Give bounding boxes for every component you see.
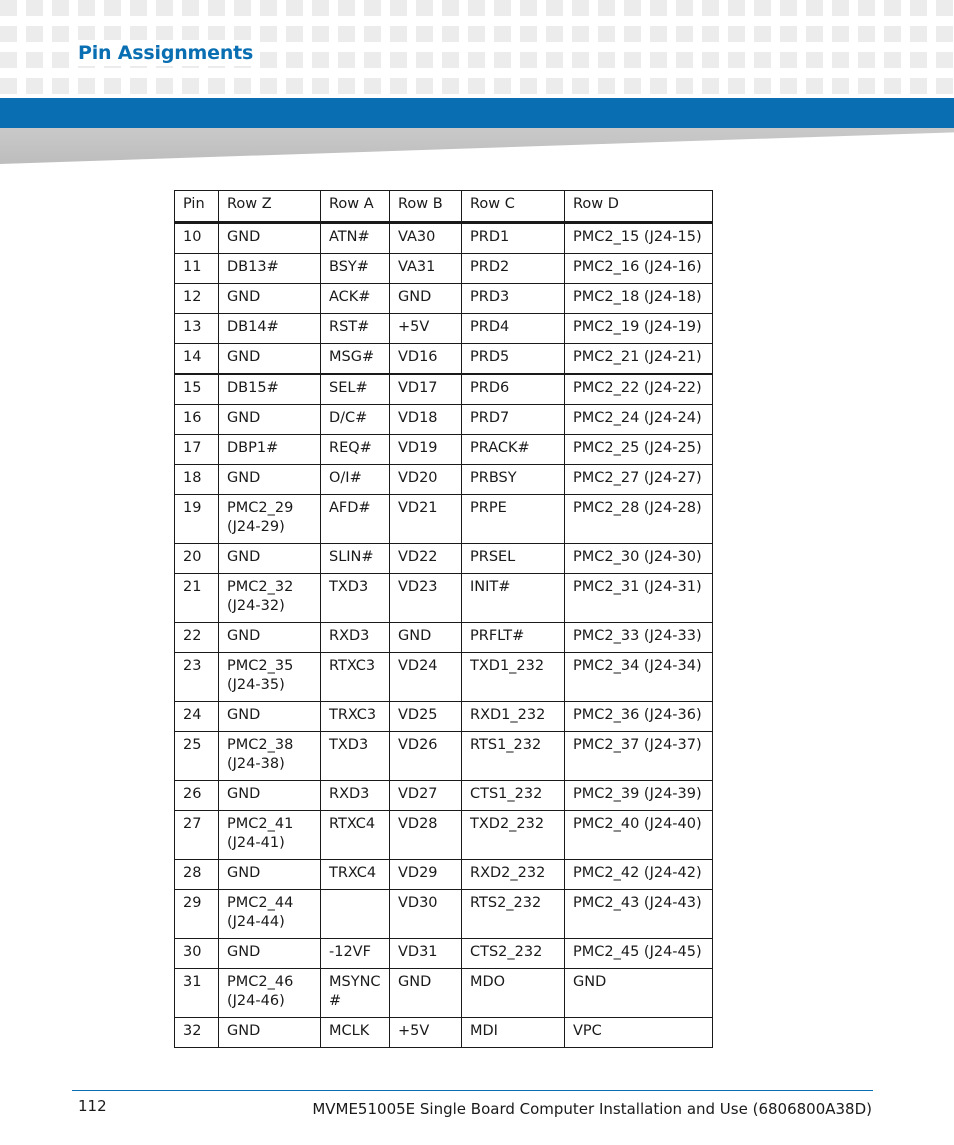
table-cell: -12VF	[321, 939, 390, 969]
table-row	[175, 732, 713, 781]
table-row	[175, 344, 713, 375]
table-cell: VPC	[565, 1018, 713, 1048]
table-cell: VD19	[390, 435, 462, 465]
table-cell: GND	[219, 405, 321, 435]
table-cell: CTS1_232	[462, 781, 565, 811]
column-header: Row Z	[219, 191, 321, 223]
table-cell: 30	[175, 939, 219, 969]
table-cell: RTXC3	[321, 653, 390, 702]
table-cell: 19	[175, 495, 219, 544]
column-header: Row D	[565, 191, 713, 223]
table-cell: VD26	[390, 732, 462, 781]
table-cell: GND	[219, 465, 321, 495]
column-header: Row B	[390, 191, 462, 223]
document-title: MVME51005E Single Board Computer Installation and Use (6806800A38D)	[312, 1100, 872, 1118]
table-cell: GND	[565, 969, 713, 1018]
table-cell: VD25	[390, 702, 462, 732]
table-cell: O/I#	[321, 465, 390, 495]
table-cell: PRD7	[462, 405, 565, 435]
table-cell: RST#	[321, 314, 390, 344]
table-cell: TXD1_232	[462, 653, 565, 702]
table-cell: 17	[175, 435, 219, 465]
table-header-row	[175, 191, 713, 223]
table-cell: 31	[175, 969, 219, 1018]
table-cell: PMC2_42 (J24-42)	[565, 860, 713, 890]
table-cell: GND	[390, 623, 462, 653]
table-cell: PMC2_21 (J24-21)	[565, 344, 713, 375]
table-cell: +5V	[390, 1018, 462, 1048]
table-cell: PMC2_24 (J24-24)	[565, 405, 713, 435]
table-cell: PMC2_16 (J24-16)	[565, 254, 713, 284]
table-cell: 15	[175, 374, 219, 405]
table-row	[175, 223, 713, 254]
table-cell: VD18	[390, 405, 462, 435]
table-cell: 16	[175, 405, 219, 435]
table-cell: VD24	[390, 653, 462, 702]
table-cell: RXD3	[321, 781, 390, 811]
table-row	[175, 435, 713, 465]
table-cell: 26	[175, 781, 219, 811]
table-row	[175, 544, 713, 574]
header-grey-wedge	[0, 128, 954, 164]
table-cell: PMC2_22 (J24-22)	[565, 374, 713, 405]
table-cell: VA30	[390, 223, 462, 254]
table-cell: 11	[175, 254, 219, 284]
table-row	[175, 811, 713, 860]
column-header: Row C	[462, 191, 565, 223]
table-cell: PRD6	[462, 374, 565, 405]
table-cell: 13	[175, 314, 219, 344]
table-row	[175, 969, 713, 1018]
table-cell: PMC2_25 (J24-25)	[565, 435, 713, 465]
page-title: Pin Assignments	[78, 42, 254, 64]
table-cell: RTS2_232	[462, 890, 565, 939]
table-cell: VA31	[390, 254, 462, 284]
table-cell: PMC2_37 (J24-37)	[565, 732, 713, 781]
table-cell: GND	[219, 344, 321, 375]
table-row	[175, 465, 713, 495]
column-header: Row A	[321, 191, 390, 223]
page-number: 112	[78, 1097, 107, 1115]
table-cell: MSYNC #	[321, 969, 390, 1018]
footer-rule	[72, 1090, 873, 1091]
table-cell: PRD1	[462, 223, 565, 254]
table-row	[175, 574, 713, 623]
table-cell: VD30	[390, 890, 462, 939]
table-cell: VD28	[390, 811, 462, 860]
header-blue-bar	[0, 98, 954, 128]
table-cell: 32	[175, 1018, 219, 1048]
table-cell: 29	[175, 890, 219, 939]
table-cell: PRPE	[462, 495, 565, 544]
table-row	[175, 284, 713, 314]
table-cell: RTXC4	[321, 811, 390, 860]
table-cell: 18	[175, 465, 219, 495]
table-cell: 14	[175, 344, 219, 375]
table-row	[175, 860, 713, 890]
table-cell: PRD4	[462, 314, 565, 344]
table-cell: GND	[219, 284, 321, 314]
table-row	[175, 374, 713, 405]
table-cell: TXD2_232	[462, 811, 565, 860]
table-cell: AFD#	[321, 495, 390, 544]
table-cell: PMC2_19 (J24-19)	[565, 314, 713, 344]
table-cell	[321, 890, 390, 939]
table-cell: PMC2_40 (J24-40)	[565, 811, 713, 860]
table-cell: GND	[219, 544, 321, 574]
table-row	[175, 702, 713, 732]
table-cell: TXD3	[321, 574, 390, 623]
table-cell: GND	[390, 284, 462, 314]
table-cell: DB13#	[219, 254, 321, 284]
table-cell: MCLK	[321, 1018, 390, 1048]
table-cell: RXD1_232	[462, 702, 565, 732]
table-cell: PRFLT#	[462, 623, 565, 653]
table-cell: PMC2_45 (J24-45)	[565, 939, 713, 969]
table-cell: INIT#	[462, 574, 565, 623]
table-row	[175, 939, 713, 969]
table-cell: GND	[219, 781, 321, 811]
table-cell: PMC2_27 (J24-27)	[565, 465, 713, 495]
table-row	[175, 314, 713, 344]
table-cell: 12	[175, 284, 219, 314]
table-row	[175, 890, 713, 939]
table-row	[175, 405, 713, 435]
table-body	[175, 223, 713, 1048]
table-cell: D/C#	[321, 405, 390, 435]
table-cell: PRBSY	[462, 465, 565, 495]
table-cell: MSG#	[321, 344, 390, 375]
table-cell: VD16	[390, 344, 462, 375]
table-cell: 21	[175, 574, 219, 623]
table-cell: VD27	[390, 781, 462, 811]
table-cell: PMC2_33 (J24-33)	[565, 623, 713, 653]
table-cell: 22	[175, 623, 219, 653]
table-cell: RTS1_232	[462, 732, 565, 781]
table-cell: TRXC4	[321, 860, 390, 890]
table-cell: +5V	[390, 314, 462, 344]
table-cell: GND	[219, 939, 321, 969]
table-cell: 10	[175, 223, 219, 254]
table-cell: 23	[175, 653, 219, 702]
table-cell: ATN#	[321, 223, 390, 254]
table-cell: BSY#	[321, 254, 390, 284]
table-cell: PRD5	[462, 344, 565, 375]
table-cell: DBP1#	[219, 435, 321, 465]
table-cell: PMC2_36 (J24-36)	[565, 702, 713, 732]
table-cell: CTS2_232	[462, 939, 565, 969]
title-container	[72, 40, 259, 66]
table-cell: PRD3	[462, 284, 565, 314]
table-cell: DB14#	[219, 314, 321, 344]
table-cell: GND	[219, 702, 321, 732]
table-cell: RXD2_232	[462, 860, 565, 890]
table-cell: RXD3	[321, 623, 390, 653]
table-cell: VD29	[390, 860, 462, 890]
table-cell: GND	[219, 223, 321, 254]
table-row	[175, 1018, 713, 1048]
table-cell: PMC2_29 (J24-29)	[219, 495, 321, 544]
table-cell: VD31	[390, 939, 462, 969]
table-cell: REQ#	[321, 435, 390, 465]
table-cell: PMC2_30 (J24-30)	[565, 544, 713, 574]
table-cell: TXD3	[321, 732, 390, 781]
table-row	[175, 254, 713, 284]
table-cell: PMC2_44 (J24-44)	[219, 890, 321, 939]
table-cell: PMC2_35 (J24-35)	[219, 653, 321, 702]
table-row	[175, 653, 713, 702]
table-cell: PMC2_28 (J24-28)	[565, 495, 713, 544]
table-cell: PMC2_41 (J24-41)	[219, 811, 321, 860]
table-cell: 24	[175, 702, 219, 732]
table-cell: PMC2_31 (J24-31)	[565, 574, 713, 623]
table-cell: MDI	[462, 1018, 565, 1048]
table-cell: SLIN#	[321, 544, 390, 574]
table-cell: 28	[175, 860, 219, 890]
table-cell: GND	[390, 969, 462, 1018]
table-cell: DB15#	[219, 374, 321, 405]
table-cell: 20	[175, 544, 219, 574]
table-cell: VD22	[390, 544, 462, 574]
table-cell: VD21	[390, 495, 462, 544]
table-cell: PMC2_34 (J24-34)	[565, 653, 713, 702]
table-cell: PMC2_39 (J24-39)	[565, 781, 713, 811]
table-cell: SEL#	[321, 374, 390, 405]
table-cell: 27	[175, 811, 219, 860]
table-cell: ACK#	[321, 284, 390, 314]
table-cell: GND	[219, 1018, 321, 1048]
table-cell: 25	[175, 732, 219, 781]
table-cell: VD23	[390, 574, 462, 623]
table-cell: VD20	[390, 465, 462, 495]
table-cell: PMC2_32 (J24-32)	[219, 574, 321, 623]
table-cell: PRSEL	[462, 544, 565, 574]
table-cell: MDO	[462, 969, 565, 1018]
table-cell: PRACK#	[462, 435, 565, 465]
table-cell: GND	[219, 860, 321, 890]
table-cell: PRD2	[462, 254, 565, 284]
column-header: Pin	[175, 191, 219, 223]
table-row	[175, 495, 713, 544]
table-row	[175, 623, 713, 653]
table-cell: GND	[219, 623, 321, 653]
table-cell: PMC2_18 (J24-18)	[565, 284, 713, 314]
table-cell: PMC2_46 (J24-46)	[219, 969, 321, 1018]
table-cell: PMC2_43 (J24-43)	[565, 890, 713, 939]
table-cell: TRXC3	[321, 702, 390, 732]
table-cell: PMC2_15 (J24-15)	[565, 223, 713, 254]
pin-assignment-table	[174, 190, 713, 1048]
table-cell: PMC2_38 (J24-38)	[219, 732, 321, 781]
table-row	[175, 781, 713, 811]
table-cell: VD17	[390, 374, 462, 405]
